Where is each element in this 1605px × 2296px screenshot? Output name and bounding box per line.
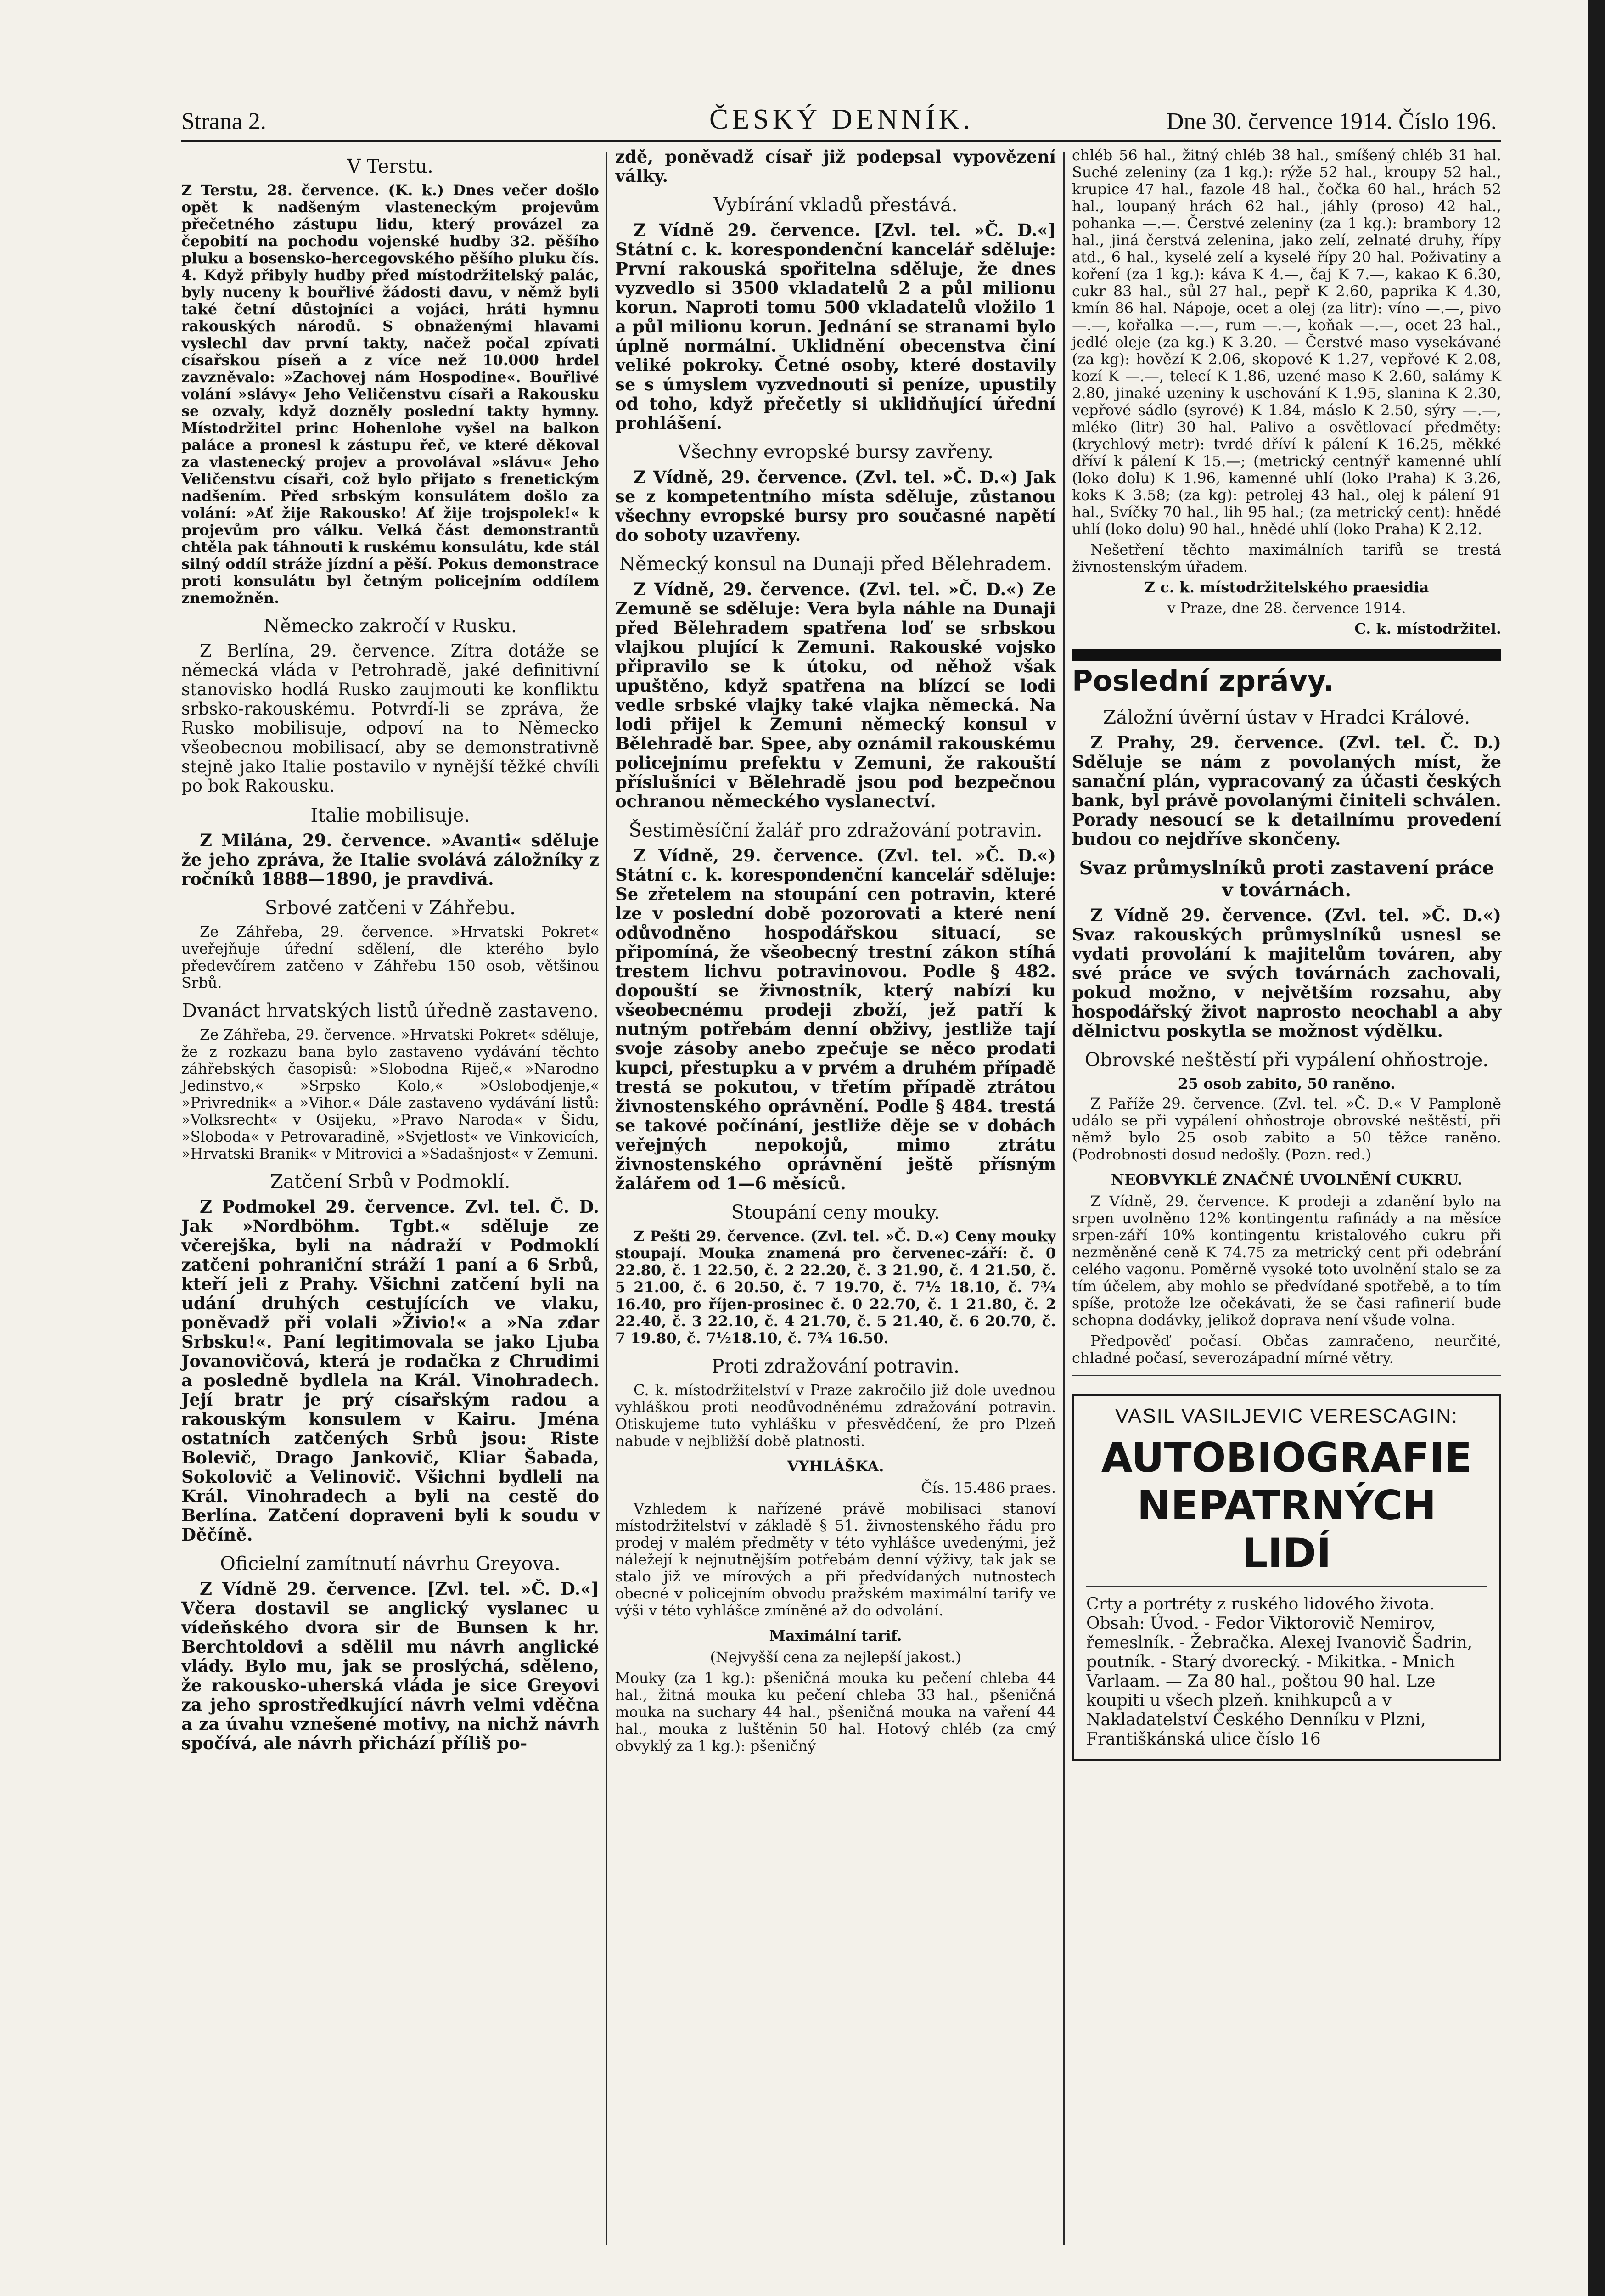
date-issue: Dne 30. července 1914. Číslo 196.: [1166, 108, 1497, 135]
article-body: Z Vídně, 29. července. (Zvl. tel. »Č. D.«) Státní c. k. korespondenční kancelář sděluje: Se zřetelem na stoupání cen potravin, které lze v poslední době pozorovati a které není odůvodněno hospodářskou situací, se připomíná, že všeobecný trestní zákon stíhá trestem lichvu potravinovou. Podle § 482. dopouští se živnostník, který nabízí ku všeobecnému prodeji zboží, jež patří k nutným potřebám denní obživy, jestliže tají svoje zásoby anebo zpečuje se něco prodati kupci, přestupku a v prvém a druhém případě trestá se pokutou, v třetím případě ztrátou živnostenského oprávnění. Podle § 484. trestá se takové počínání, jestliže děje se v dobách veřejných nepokojů, mimo ztrátu živnostenského oprávnění ještě přísným žalářem od 1—6 měsíců.: [615, 845, 1056, 1193]
article-body: Ze Záhřeba, 29. července. »Hrvatski Pokret« uveřejňuje úřední sdělení, dle kterého bylo předevčírem zatčeno v Záhřebu 150 osob, většinou Srbů.: [181, 923, 599, 991]
notice-title: VYHLÁŠKA.: [787, 1458, 884, 1475]
article-continuation: zdě, poněvadž císař již podepsal vypovězení války.: [615, 146, 1056, 186]
article-body: Z Podmokel 29. července. Zvl. tel. Č. D. Jak »Nordböhm. Tgbt.« sděluje ze včerejška, byli na nádraží v Podmoklí zatčeni pohraniční stráží 1 paní a 6 Srbů, kteří jeli z Prahy. Všichni zatčení byli na udání druhých cestujících ve vlaku, poněvadž při volali »Živio!« a »Na zdar Srbsku!«. Paní legitimovala se jako Ljuba Jovanovičová, která je rodačka z Chrudimi a posledně bydlela na Král. Vinohradech. Její bratr je prý císařským radou a rakouským konsulem v Kairu. Jména ostatních zatčených Srbů jsou: Riste Bolevič, Drago Jankovič, Kliar Šabada, Sokolovič a Velinovič. Všichni bydleli na Král. Vinohradech a byli na cestě do Berlína. Zatčení dopraveni byli k soudu v Děčíně.: [181, 1197, 599, 1545]
article-title: NEOBVYKLÉ ZNAČNÉ UVOLNĚNÍ CUKRU.: [1111, 1171, 1463, 1188]
article-title: Německo zakročí v Rusku.: [264, 615, 517, 637]
article-title: Oficielní zamítnutí návrhu Greyova.: [220, 1553, 561, 1575]
article-body: Z Paříže 29. července. (Zvl. tel. »Č. D.« V Pamploně událo se při vypálení ohňostroje obrovské neštěstí, při němž bylo 25 osob zabito a 50 těžce raněno. (Podrobnosti dosud nedošly. (Pozn. red.): [1072, 1095, 1501, 1163]
ad-title-line: AUTOBIOGRAFIE: [1101, 1434, 1472, 1481]
article-title: Obrovské neštěstí při vypálení ohňostroje.: [1084, 1049, 1489, 1071]
article-body: Z Berlína, 29. července. Zítra dotáže se německá vláda v Petrohradě, jaké definitivní stanovisko hodlá Rusko zaujmouti ke konfliktu srbsko-rakouskému. Potvrdí-li se zpráva, že Rusko mobilisuje, odpoví na to Německo všeobecnou mobilisací, aby se demonstrativně stejně jako Italie postavilo v nynější těžké chvíli po bok Rakousku.: [181, 641, 599, 796]
column-divider-2: [1063, 152, 1065, 2245]
article-title: Německý konsul na Dunaji před Bělehradem.: [619, 553, 1052, 575]
article-body: Z Prahy, 29. července. (Zvl. tel. Č. D.) Sděluje se nám z povolaných míst, že sanační plán, vypracovaný za účasti českých bank, byl právě povolanými činiteli schválen. Porady nesoucí se k detailnímu provedení budou co nejdříve skončeny.: [1072, 732, 1501, 849]
ad-title-line: NEPATRNÝCH: [1137, 1482, 1437, 1529]
article-title: Proti zdražování potravin.: [712, 1355, 960, 1377]
signature-line: v Praze, dne 28. července 1914.: [1167, 599, 1406, 617]
article-subtitle: 25 osob zabito, 50 raněno.: [1178, 1075, 1396, 1092]
ad-title-line: LIDÍ: [1242, 1530, 1331, 1577]
ad-divider: [1086, 1586, 1487, 1587]
signature-line: C. k. místodržitel.: [1354, 620, 1501, 637]
tariff-subtitle: (Nejvyšší cena za nejlepší jakost.): [710, 1649, 961, 1666]
article-body: Z Vídně, 29. července. K prodeji a zdanění bylo na srpen uvolněno 12% kontingentu rafinády a na měsíce srpen-září 10% kontingentu kristalového cukru při nezměněné ceně K 74.75 za metrický cent při odebrání celého vagonu. Poměrně vysoké toto uvolnění stalo se za tím účelem, aby mohlo se předvídané spotřebě, a to tím spíše, protože lze očekávati, že se časi rafinerií bude schopna dodávky, jelikož doprava není všude volna.: [1072, 1193, 1501, 1329]
article-title: Dvanáct hrvatských listů úředně zastaveno.: [182, 1000, 599, 1022]
article-body: Z Vídně, 29. července. (Zvl. tel. »Č. D.«) Ze Zemuně se sděluje: Vera byla náhle na Dunaji před Bělehradem spatřena loď se srbskou vlajkou plující k Zemuni. Rakouské vojsko připravilo se k útoku, od něhož však upuštěno, když spatřena na blízcí se lodi vedle srbské vlajky také vlajka německá. Na lodi přijel k Zemuni německý konsul v Bělehradě bar. Spee, aby oznámil rakouskému policejnímu prefektu v Zemuni, že rakouští příslušníci v Bělehradě jsou pod bezpečnou ochranou německého vyslanectví.: [615, 579, 1056, 811]
article-body: Z Vídně 29. července. [Zvl. tel. »Č. D.«] Včera dostavil se anglický vyslanec u vídeňského dvora sir de Bunsen k hr. Berchtoldovi a sdělil mu návrh anglické vlády. Bylo mu, jak se proslýchá, sděleno, že rakousko-uherská vláda je sice Greyovi za jeho sprostředkující návrh velmi vděčna a za úvahu vznešené motivy, na nichž návrh spočívá, ale návrh přichází příliš po-: [181, 1579, 599, 1753]
article-body: Z Pešti 29. července. (Zvl. tel. »Č. D.«) Ceny mouky stoupají. Mouka znamená pro červenec-září: č. 0 22.80, č. 1 22.50, č. 2 22.20, č. 3 21.90, č. 4 21.50, č. 5 21.00, č. 6 20.50, č. 7 19.70, č. 7½ 18.10, č. 7¾ 16.40, pro říjen-prosinec č. 0 22.70, č. 1 21.80, č. 2 22.40, č. 3 22.10, č. 4 21.70, č. 5 21.40, č. 6 20.70, č. 7 19.80, č. 7½18.10, č. 7¾ 16.50.: [615, 1227, 1056, 1347]
article-title: Srbové zatčeni v Záhřebu.: [264, 897, 516, 919]
header-rule: [181, 140, 1501, 142]
ad-author: VASIL VASILJEVIC VERESCAGIN:: [1115, 1405, 1459, 1427]
tariff-note: Nešetření těchto maximálních tarifů se trestá živnostenským úřadem.: [1072, 541, 1501, 575]
book-advertisement: [1072, 1394, 1501, 1761]
article-title: Šestiměsíční žalář pro zdražování potravin.: [629, 819, 1043, 841]
divider: [1072, 1375, 1501, 1376]
article-title: Svaz průmyslníků proti zastavení práce v továrnách.: [1079, 857, 1494, 901]
article-body: Z Vídně 29. července. (Zvl. tel. »Č. D.«) Svaz rakouských průmyslníků usnesl se vydati provolání k majitelům továren, aby své práce ve svých továrnách zachovali, pokud možno, v největším rozsahu, aby hospodářský život naprosto neochabl a aby dělnictvu poskytla se možnost výdělku.: [1072, 905, 1501, 1041]
page-header: [181, 103, 1497, 135]
article-title: Všechny evropské bursy zavřeny.: [678, 441, 993, 463]
tariff-body: Mouky (za 1 kg.): pšeničná mouka ku pečení chleba 44 hal., žitná mouka ku pečení chleba 33 hal., pšeničná mouka na suchary 44 hal., pšeničná mouka na vaření 44 hal., mouka z luštěnin 50 hal. Hotový chléb (za cmý obvyklý za 1 kg.): pšeničný: [615, 1669, 1056, 1755]
article-body: C. k. místodržitelství v Praze zakročilo již dole uvednou vyhláškou proti neodůvodněnému zdražování potravin. Otiskujeme tuto vyhlášku v přesvědčení, že pro Plzeň nabude v nejbližší době platnosti.: [615, 1381, 1056, 1450]
signature-line: Z c. k. místodržitelského praesidia: [1144, 579, 1429, 596]
column-1: [181, 147, 599, 1756]
weather-forecast: Předpověď počasí. Občas zamračeno, neurčité, chladné počasí, severozápadní mírné větry.: [1072, 1332, 1501, 1367]
section-heading: Poslední zprávy.: [1072, 664, 1335, 698]
article-body: Z Terstu, 28. července. (K. k.) Dnes večer došlo opět k nadšeným vlasteneckým projevům přečetného zástupu lidu, který provázel za čepobití na pochodu vojenské hudby 32. pěšího pluku a bosensko-hercegovského pěšího pluku čís. 4. Když přibyly hudby před místodržitelský palác, byly nuceny k bouřlivé žádosti davu, v němž byli také četní důstojníci a vojáci, hráti hymnu rakouských národů. S obnaženými hlavami vyslechl dav první takty, načež počal zpívati císařskou píseň a z více než 10.000 hrdel zavzněvalo: »Zachovej nám Hospodine«. Bouřlivé volání »slávy« Jeho Veličenstvu císaři a Rakousku se ozvaly, když dozněly poslední takty hymny. Místodržitel princ Hohenlohe vyšel na balkon paláce a pronesl k zástupu řeč, ve které děkoval za vlastenecký projev a provolával »slávu« Jeho Veličenstvu císaři, což bylo přijato s frenetickým nadšením. Před srbským konsulátem došlo za volání: »Ať žije Rakousko! Ať žije trojspolek!« k projevům pro válku. Velká část demonstrantů chtěla pak táhnouti k ruskému konsulátu, kde stál silný oddíl stráže jízdní a pěší. Pokus demonstrace proti konsulátu byl četným policejním oddílem znemožněn.: [181, 181, 599, 607]
article-body: Z Vídně 29. července. [Zvl. tel. »Č. D.«] Státní c. k. korespondenční kancelář sděluje: První rakouská spořitelna sděluje, že dnes vyzvedlo si 3500 vkladatelů 2 a půl milionu korun. Naproti tomu 500 vkladatelů vložilo 1 a půl milionu korun. Jednání se stranami bylo úplně normální. Uklidnění obecenstva činí veliké pokroky. Četné osoby, které dostavily se s úmyslem vyzvednouti si peníze, upustily od toho, když přečetly si uklidňující úřední prohlášení.: [615, 220, 1056, 433]
notice-body: Vzhledem k nařízené právě mobilisaci stanoví místodržitelství v základě § 51. živnostenského řádu pro prodej v malém předměty v této vyhlášce uvedenými, jež náležejí k nejnutnějším potřebám denní výživy, tak jak se stalo již ve mírových a při předvídaných nutnostech obecné v policejním obvodu pražském maximální tarify ve výši v této vyhlášce zmíněné až do odvolání.: [615, 1500, 1056, 1619]
article-body: Ze Záhřeba, 29. července. »Hrvatski Pokret« sděluje, že z rozkazu bana bylo zastaveno vydávání těchto záhřebských časopisů: »Slobodna Riječ,« »Narodno Jedinstvo,« »Srpsko Kolo,« »Oslobodjenje,« »Privrednik« a »Vihor.« Dále zastaveno vydávání listů: »Volksrecht« v Osijeku, »Pravo Naroda« v Šidu, »Sloboda« v Petrovaradině, »Svjetlost« ve Vinkovicích, »Hrvatski Branik« v Mitrovici a »Sadašnjost« v Zemuni.: [181, 1026, 599, 1162]
ad-title: [1086, 1434, 1487, 1577]
article-body: Z Milána, 29. července. »Avanti« sděluje že jeho zpráva, že Italie svolává záložníky z ročníků 1888—1890, je pravdivá.: [181, 830, 599, 889]
article-title: Záložní úvěrní ústav v Hradci Králové.: [1103, 706, 1470, 728]
tariff-title: Maximální tarif.: [769, 1627, 902, 1644]
ad-body: Crty a portréty z ruského lidového života. Obsah: Úvod. - Fedor Viktorovič Nemirov, řemeslník. - Žebračka. Alexej Ivanovič Šadrin, poutník. - Starý dvorecký. - Mikitka. - Mnich Varlaam. — Za 80 hal., poštou 90 hal. Lze koupiti u všech plzeň. knihkupců a v Nakladatelství Českého Denníku v Plzni, Františkánská ulice číslo 16: [1086, 1595, 1473, 1749]
page-number: Strana 2.: [181, 108, 266, 135]
notice-reference: Čís. 15.486 praes.: [920, 1479, 1056, 1497]
section-bar: [1072, 649, 1501, 661]
column-3: [1072, 147, 1501, 1761]
column-2: [615, 147, 1056, 1758]
article-title: Zatčení Srbů v Podmoklí.: [270, 1171, 511, 1193]
article-body: Z Vídně, 29. července. (Zvl. tel. »Č. D.«) Jak se z kompetentního místa sděluje, zůstanou všechny evropské bursy pro současné napětí do soboty uzavřeny.: [615, 467, 1056, 545]
tariff-continuation: chléb 56 hal., žitný chléb 38 hal., smíšený chléb 31 hal. Suché zeleniny (za 1 kg.): rýže 52 hal., kroupy 52 hal., krupice 47 hal., fazole 48 hal., čočka 60 hal., hrách 52 hal., loupaný hrách 62 hal., jáhly (proso) 42 hal., pohanka —.—. Čerstvé zeleniny (za 1 kg.): brambory 12 hal., jiná čerstvá zelenina, jako zelí, zelnaté druhy, řípy atd., 6 hal., kyselé zelí a kyselé řípy 20 hal. Poživatiny a koření (za 1 kg.): káva K 4.—, čaj K 7.—, kakao K 6.30, cukr 83 hal., sůl 27 hal., pepř K 2.60, paprika K 4.30, kmín 86 hal. Nápoje, ocet a olej (za litr): víno —.—, pivo —.—, kořalka —.—, rum —.—, koňak —.—, ocet 23 hal., jedlé oleje (za kg.) K 3.20. — Čerstvé maso vysekávané (za kg): hovězí K 2.06, skopové K 1.27, vepřové K 2.08, kozí K —.—, telecí K 1.86, uzené maso K 2.60, salámy K 2.80, jinaké uzeniny k uschování K 1.95, slanina K 2.30, vepřové sádlo (syrové) K 1.84, máslo K 2.50, sýry —.—, mléko (litr) 30 hal. Palivo a osvětlovací předměty: (krychlový metr): tvrdé dříví k pálení K 16.25, měkké dříví k pálení K 15.—; (metrický centnýř kamenné uhlí (loko dolu) K 1.96, kamenné uhlí (loko Praha) K 3.26, koks K 3.58; (za kg): petrolej 43 hal., olej k pálení 91 hal., Svíčky 70 hal., lih 95 hal.; (za metrický cent): hnědé uhlí (loko dolu) 90 hal., hnědé uhlí (loko Praha) K 2.12.: [1072, 146, 1501, 538]
article-title: Vybírání vkladů přestává.: [713, 194, 958, 216]
article-title: Italie mobilisuje.: [310, 804, 470, 826]
masthead: ČESKÝ DENNÍK.: [709, 104, 974, 135]
article-title: Stoupání ceny mouky.: [731, 1201, 940, 1223]
column-divider-1: [606, 152, 607, 2245]
article-title: V Terstu.: [347, 155, 433, 177]
